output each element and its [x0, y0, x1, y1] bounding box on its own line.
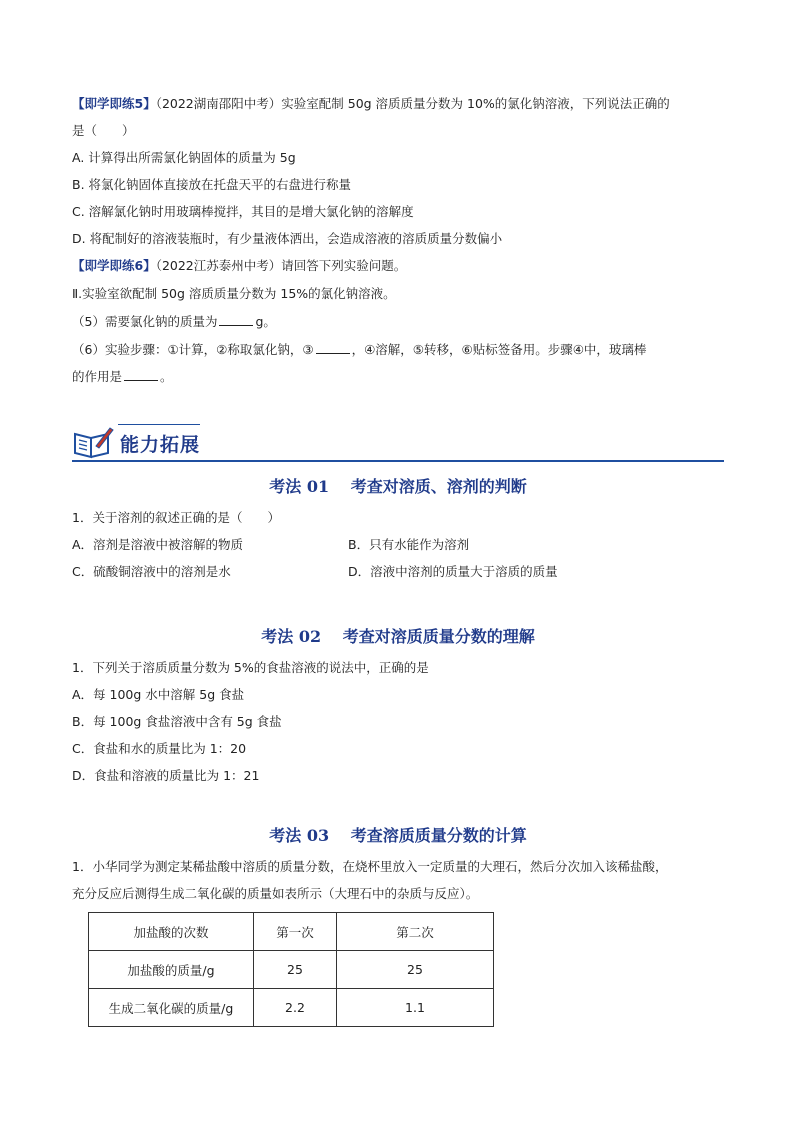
kaofa1-option-c: C．硫酸铜溶液中的溶剂是水	[72, 564, 231, 579]
banner-top-rule	[118, 424, 200, 425]
carbon-dioxide-table	[88, 912, 494, 1027]
kaofa3-question-line2: 充分反应后测得生成二氧化碳的质量如表所示（大理石中的杂质与反应）。	[72, 886, 479, 901]
kaofa2-option-d: D．食盐和溶液的质量比为 1：21	[72, 768, 260, 783]
kaofa2-title: 考法 02 考查对溶质质量分数的理解	[261, 627, 535, 646]
table-cell: 加盐酸的质量/g	[89, 951, 254, 989]
kaofa3-question-line1: 1．小华同学为测定某稀盐酸中溶质的质量分数，在烧杯里放入一定质量的大理石，然后分次加入该稀盐酸，	[72, 859, 668, 874]
table-cell: 第二次	[337, 913, 494, 951]
practice5-question-line2: 是（ ）	[72, 123, 135, 138]
kaofa2-option-c: C．食盐和水的质量比为 1：20	[72, 741, 247, 756]
practice5-question-text: （2022湖南邵阳中考）实验室配制 50g 溶质质量分数为 10%的氯化钠溶液，下列说法正确的	[155, 96, 670, 111]
q6-text-mid: ，④溶解，⑤转移，⑥贴标签备用。步骤④中，玻璃棒	[351, 342, 647, 357]
q6-glass-rod-blank[interactable]	[124, 368, 158, 381]
kaofa1-option-a: A．溶剂是溶液中被溶解的物质	[72, 537, 244, 552]
table-row	[89, 951, 494, 989]
practice5-option-d: D. 将配制好的溶液装瓶时，有少量液体洒出，会造成溶液的溶质质量分数偏小	[72, 231, 503, 246]
kaofa2-option-b: B．每 100g 食盐溶液中含有 5g 食盐	[72, 714, 282, 729]
table-cell: 25	[337, 951, 494, 989]
practice6-q5	[72, 313, 276, 331]
table-cell: 2.2	[254, 989, 337, 1027]
kaofa2-option-a: A．每 100g 水中溶解 5g 食盐	[72, 687, 245, 702]
kaofa1-title: 考法 01 考查对溶质、溶剂的判断	[269, 477, 527, 496]
table-cell: 生成二氧化碳的质量/g	[89, 989, 254, 1027]
practice5-option-b: B. 将氯化钠固体直接放在托盘天平的右盘进行称量	[72, 177, 352, 192]
practice5-question-line1	[72, 95, 670, 113]
practice6-subquestion: Ⅱ.实验室欲配制 50g 溶质质量分数为 15%的氯化钠溶液。	[72, 286, 396, 301]
practice5-tag: 【即学即练5】	[72, 96, 156, 111]
section-title: 能力拓展	[120, 434, 201, 456]
kaofa1-option-d: D．溶液中溶剂的质量大于溶质的质量	[348, 564, 558, 579]
table-cell: 加盐酸的次数	[89, 913, 254, 951]
practice6-q6-line1	[72, 341, 646, 359]
section-banner	[72, 418, 724, 464]
kaofa1-question: 1．关于溶剂的叙述正确的是（ ）	[72, 510, 280, 525]
practice5-option-c: C. 溶解氯化钠时用玻璃棒搅拌，其目的是增大氯化钠的溶解度	[72, 204, 414, 219]
kaofa3-title: 考法 03 考查溶质质量分数的计算	[269, 826, 527, 845]
table-cell: 25	[254, 951, 337, 989]
q6-line2-pre: 的作用是	[72, 369, 123, 384]
book-pen-icon	[72, 424, 114, 460]
practice6-question	[72, 257, 406, 275]
q6-step3-blank[interactable]	[316, 341, 350, 354]
q5-text-pre: （5）需要氯化钠的质量为	[72, 314, 218, 329]
kaofa2-question: 1．下列关于溶质质量分数为 5%的食盐溶液的说法中，正确的是	[72, 660, 429, 675]
practice6-tag: 【即学即练6】	[72, 258, 156, 273]
table-cell: 1.1	[337, 989, 494, 1027]
kaofa1-option-b: B．只有水能作为溶剂	[348, 537, 470, 552]
table-row	[89, 989, 494, 1027]
table-cell: 第一次	[254, 913, 337, 951]
table-row	[89, 913, 494, 951]
practice6-question-text: （2022江苏泰州中考）请回答下列实验问题。	[155, 258, 407, 273]
practice5-option-a: A. 计算得出所需氯化钠固体的质量为 5g	[72, 150, 296, 165]
q6-line2-post: 。	[160, 369, 173, 384]
q6-text-pre: （6）实验步骤：①计算，②称取氯化钠，③	[72, 342, 314, 357]
q5-answer-blank[interactable]	[219, 313, 253, 326]
q5-text-post: g。	[255, 314, 276, 329]
banner-rule	[72, 460, 724, 462]
practice6-q6-line2	[72, 368, 173, 386]
